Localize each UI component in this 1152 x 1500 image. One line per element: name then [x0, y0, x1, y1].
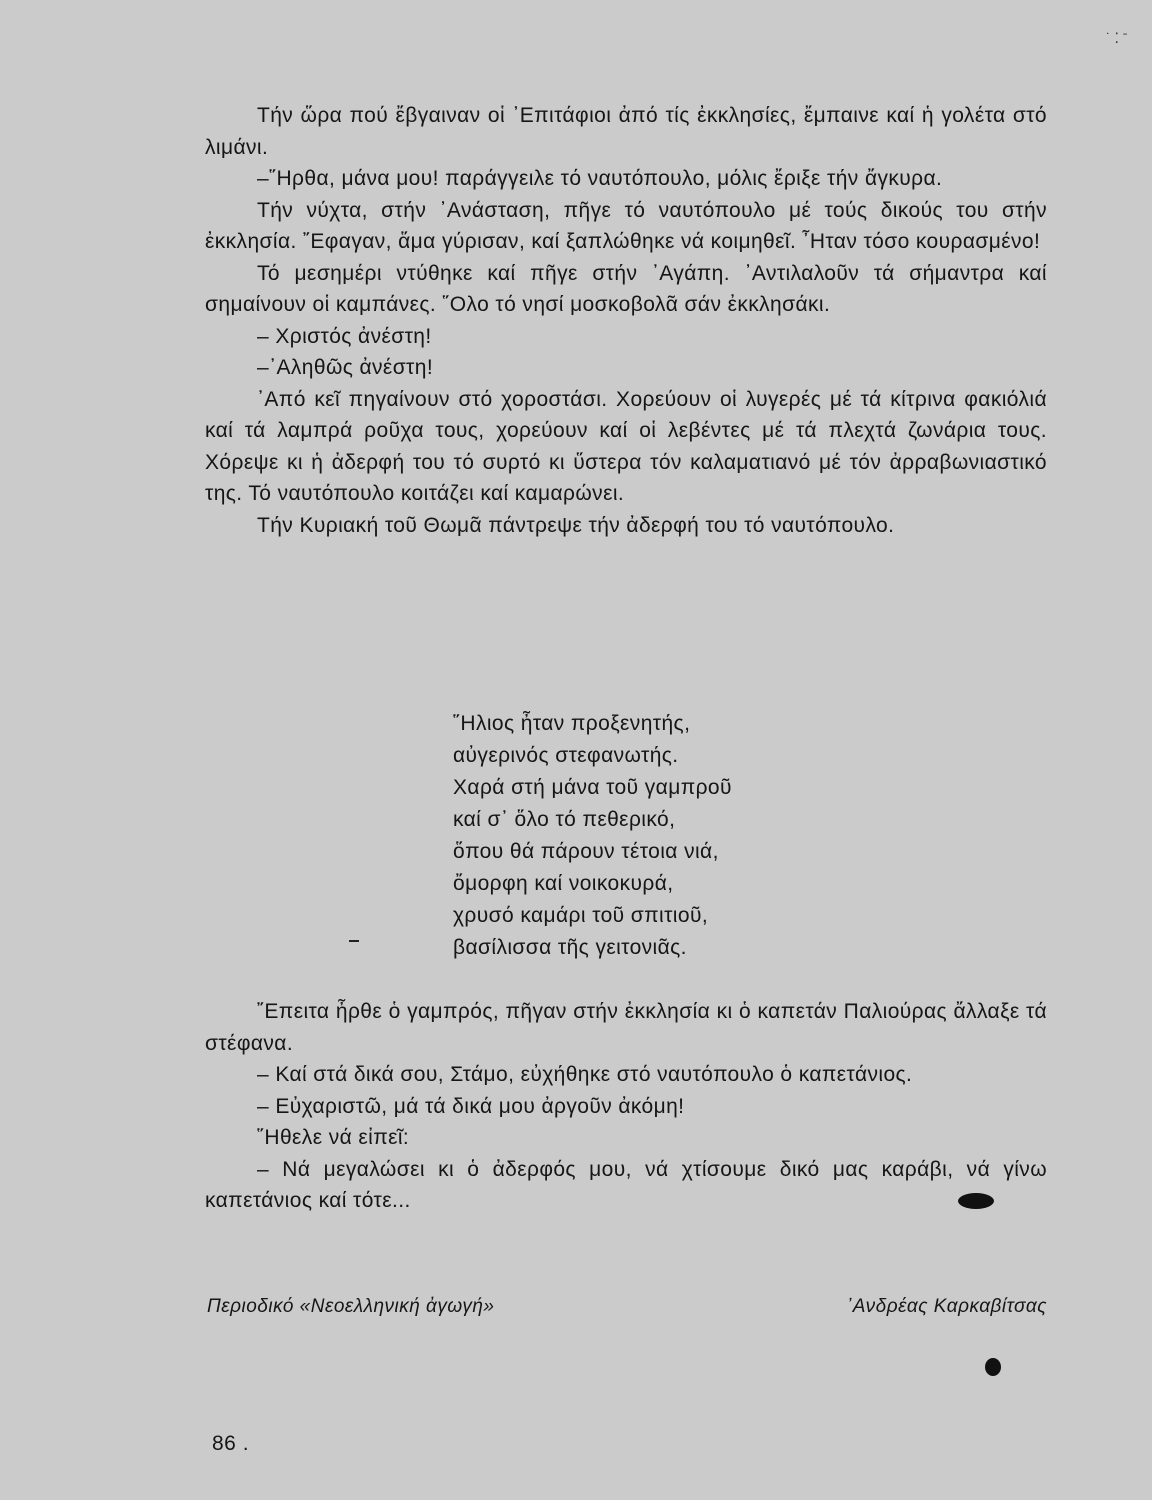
dialogue-line: – Εὐχαριστῶ, μά τά δικά μου ἀργοῦν ἀκόμη!	[257, 1094, 685, 1118]
poem-line: καί σ᾿ ὅλο τό πεθερικό,	[453, 808, 676, 831]
poem-line: βασίλισσα τῆς γειτονιᾶς.	[453, 936, 687, 959]
page-number: 86 .	[212, 1432, 250, 1455]
paragraph: ῎Επειτα ἦρθε ὁ γαμπρός, πῆγαν στήν ἐκκλησία κι ὁ καπετάν Παλιούρας ἄλλαξε τά στέφανα.	[205, 1000, 1047, 1055]
paragraph: Τήν νύχτα, στήν ᾿Ανάσταση, πῆγε τό ναυτόπουλο μέ τούς δικούς του στήν ἐκκλησία. ῎Εφαγαν, ἅμα γύρισαν, καί ξαπλώθηκε νά κοιμηθεῖ. ῏Ηταν τόσο κουρασμένο!	[205, 198, 1047, 253]
author-name: ᾿Ανδρέας Καρκαβίτσας	[845, 1296, 1047, 1317]
poem-line: Χαρά στή μάνα τοῦ γαμπροῦ	[453, 776, 732, 799]
source-journal: Περιοδικό «Νεοελληνική ἀγωγή»	[207, 1296, 495, 1317]
dialogue-line: –῞Ηρθα, μάνα μου! παράγγειλε τό ναυτόπουλο, μόλις ἔριξε τήν ἄγκυρα.	[257, 167, 943, 190]
dialogue-line: – Νά μεγαλώσει κι ὁ ἀδερφός μου, νά χτίσουμε δικό μας καράβι, νά γίνω καπετάνιος καί τότε...	[205, 1157, 1047, 1212]
poem-line: ῞Ηλιος ἦταν προξενητής,	[453, 712, 691, 735]
paragraph: ᾿Από κεῖ πηγαίνουν στό χοροστάσι. Χορεύουν οἱ λυγερές μέ τά κίτρινα φακιόλιά καί τά λαμπρά ροῦχα τους, χορεύουν καί οἱ λεβέντες μέ τά πλεχτά ζωνάρια τους. Χόρεψε κι ἡ ἀδερφή του τό συρτό κι ὕστερα τόν καλαματιανό μέ τόν ἀρραβωνιαστικό της. Τό ναυτόπουλο κοιτάζει καί καμαρώνει.	[205, 387, 1047, 505]
ink-dot-mark	[985, 1358, 1001, 1376]
dialogue-line: –᾿Αληθῶς ἀνέστη!	[257, 356, 434, 379]
paragraph: ῞Ηθελε νά εἰπεῖ:	[257, 1126, 410, 1149]
ink-blot-mark	[958, 1193, 994, 1209]
poem-line: ὅπου θά πάρουν τέτοια νιά,	[453, 840, 719, 863]
poem-line: αὐγερινός στεφανωτής.	[453, 744, 679, 767]
paragraph: Τήν Κυριακή τοῦ Θωμᾶ πάντρεψε τήν ἀδερφή του τό ναυτόπουλο.	[257, 513, 895, 537]
ink-dash-mark	[349, 940, 359, 942]
scan-corner-marks: ˙ ⁚ ˉ	[1106, 30, 1128, 46]
paragraph: Τό μεσημέρι ντύθηκε καί πῆγε στήν ᾿Αγάπη. ᾿Αντιλαλοῦν τά σήμαντρα καί σημαίνουν οἱ καμπάνες. ῞Ολο τό νησί μοσκοβολᾶ σάν ἐκκλησάκι.	[205, 261, 1047, 316]
story-text-bottom	[205, 996, 1047, 1217]
poem-line: χρυσό καμάρι τοῦ σπιτιοῦ,	[453, 904, 709, 927]
dialogue-line: – Καί στά δικά σου, Στάμο, εὐχήθηκε στό ναυτόπουλο ὁ καπετάνιος.	[257, 1063, 913, 1086]
dialogue-line: – Χριστός ἀνέστη!	[257, 324, 432, 348]
wedding-poem	[453, 708, 732, 964]
paragraph: Τήν ὥρα πού ἔβγαιναν οἱ ᾿Επιτάφιοι ἀπό τίς ἐκκλησίες, ἔμπαινε καί ἡ γολέτα στό λιμάνι.	[205, 104, 1047, 159]
poem-line: ὄμορφη καί νοικοκυρά,	[453, 872, 674, 895]
story-text-top	[205, 100, 1047, 541]
